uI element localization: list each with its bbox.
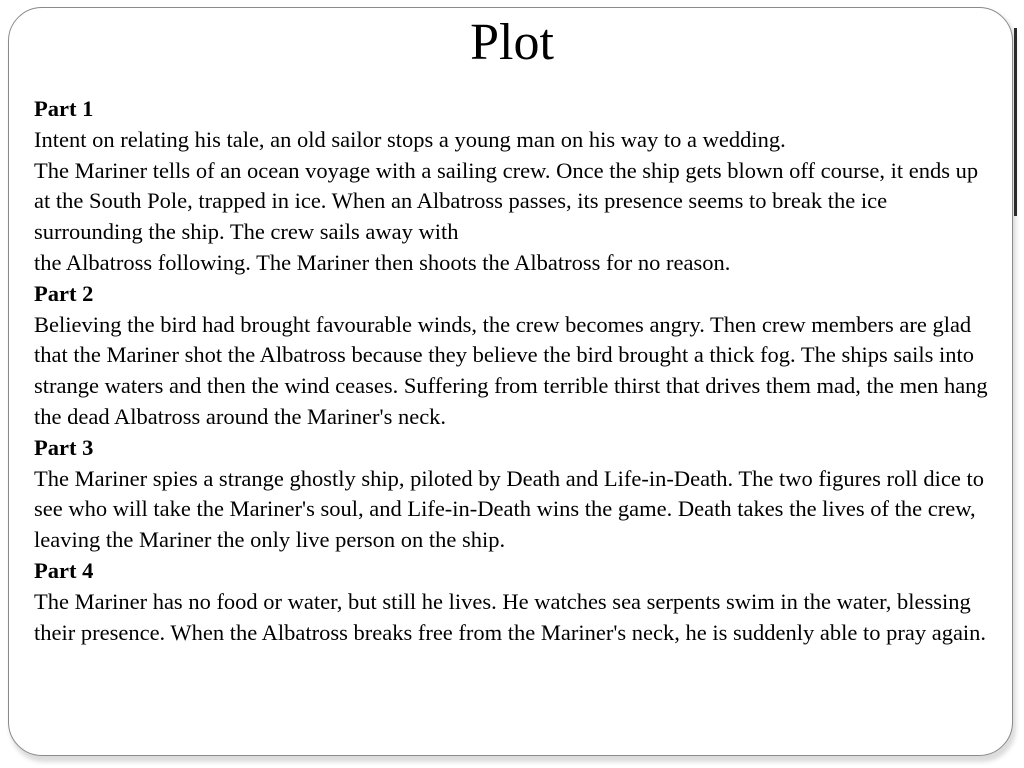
section-heading: Part 4 [34,557,94,583]
section-part-1 [34,94,994,279]
section-paragraph: The Mariner has no food or water, but still he lives. He watches sea serpents swim in the water, blessing their presence. When the Albatross breaks free from the Mariner's neck, he is suddenly able to pray again. [34,588,987,645]
section-paragraph: Intent on relating his tale, an old sailor stops a young man on his way to a wedding. [34,126,786,152]
section-part-3 [34,433,994,556]
section-heading: Part 1 [34,96,94,121]
section-paragraph: the Albatross following. The Mariner then shoots the Albatross for no reason. [34,249,731,275]
section-part-2 [34,279,994,433]
section-paragraph: The Mariner spies a strange ghostly ship, piloted by Death and Life-in-Death. The two figures roll dice to see who will take the Mariner's soul, and Life-in-Death wins the game. Death takes the lives of the crew, leaving the Mariner the only live person on the ship. [34,465,984,553]
section-heading: Part 3 [34,434,94,460]
section-heading: Part 2 [34,280,94,306]
section-paragraph: The Mariner tells of an ocean voyage with a sailing crew. Once the ship gets blown off course, it ends up at the South Pole, trapped in ice. When an Albatross passes, its presence seems to break the ice surrounding the ship. The crew sails away with [34,157,979,245]
slide-body [34,94,994,648]
slide-title: Plot [470,14,554,71]
section-paragraph: Believing the bird had brought favourable winds, the crew becomes angry. Then crew members are glad that the Mariner shot the Albatross because they believe the bird brought a thick fog. The ships sails into strange waters and then the wind ceases. Suffering from terrible thirst that drives them mad, the men hang the dead Albatross around the Mariner's neck. [34,311,988,429]
section-part-4 [34,556,994,648]
